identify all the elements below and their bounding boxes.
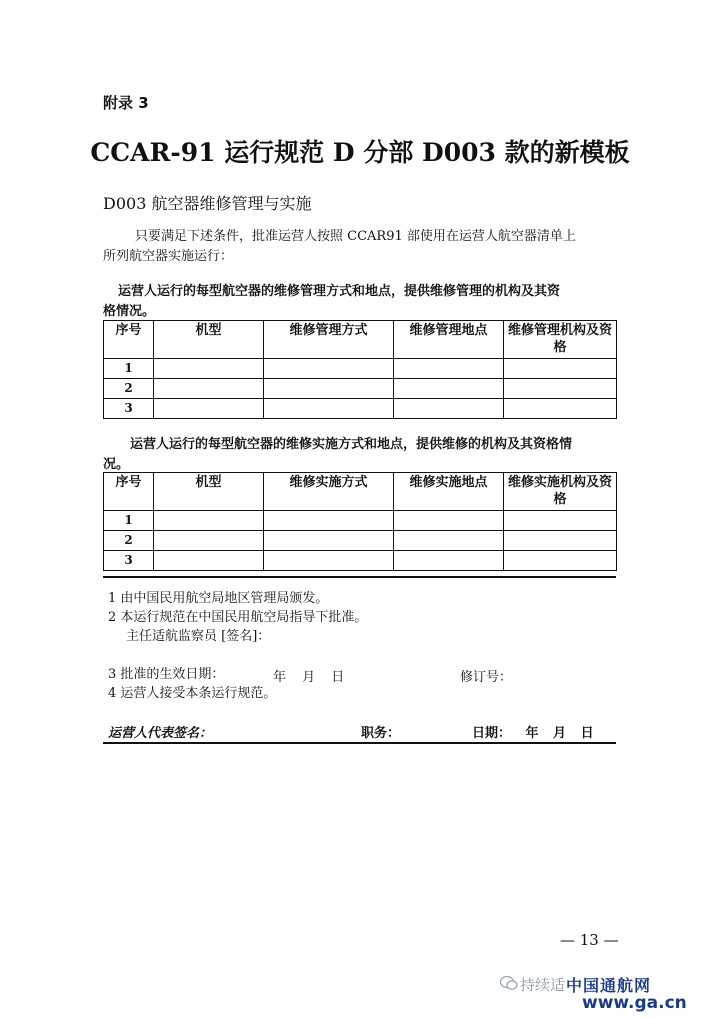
table-row [104, 399, 617, 419]
table-header-row [104, 321, 617, 359]
intro-line-1: 只要满足下述条件，批准运营人按照 CCAR91 部使用在运营人航空器清单上 [135, 229, 576, 244]
col-header: 机型 [154, 321, 264, 359]
date-label: 日期： 年 月 日 [472, 726, 594, 741]
col-header: 维修管理地点 [394, 321, 504, 359]
implementation-table [103, 472, 617, 571]
table-row [104, 511, 617, 531]
col-header: 维修实施地点 [394, 473, 504, 511]
representative-signature-label: 运营人代表签名： [108, 726, 213, 741]
row-number: 1 [104, 511, 154, 531]
implementation-line-2: 况。 [103, 457, 130, 472]
col-header: 维修管理方式 [264, 321, 394, 359]
col-header: 维修实施方式 [264, 473, 394, 511]
table-header-row [104, 473, 617, 511]
note-4: 4 运营人接受本条运行规范。 [108, 686, 277, 701]
management-line-2: 格情况。 [103, 304, 156, 319]
col-header: 机型 [154, 473, 264, 511]
notes-divider [103, 576, 616, 578]
wechat-icon [500, 975, 518, 991]
inspector-signature-label: 主任适航监察员 [签名]： [126, 629, 271, 644]
col-header: 维修实施机构及资格 [504, 473, 617, 511]
note-1: 1 由中国民用航空局地区管理局颁发。 [108, 591, 329, 606]
revision-label: 修订号： [460, 670, 513, 685]
row-number: 2 [104, 531, 154, 551]
note-2: 2 本运行规范在中国民用航空局指导下批准。 [108, 610, 368, 625]
management-table [103, 320, 617, 419]
row-number: 1 [104, 359, 154, 379]
table-row [104, 531, 617, 551]
logo-text: 中国通航网 [566, 976, 652, 995]
col-header: 序号 [104, 473, 154, 511]
page-number: — 13 — [560, 931, 619, 949]
table-row [104, 551, 617, 571]
appendix-label: 附录 3 [103, 94, 149, 112]
watermark-text: 持续适 [520, 976, 566, 994]
col-header: 维修管理机构及资格 [504, 321, 617, 359]
implementation-line-1: 运营人运行的每型航空器的维修实施方式和地点，提供维修的机构及其资格情 [130, 437, 573, 452]
row-number: 3 [104, 399, 154, 419]
duty-label: 职务： [361, 726, 401, 741]
intro-line-2: 所列航空器实施运行： [103, 249, 234, 264]
row-number: 3 [104, 551, 154, 571]
effective-date: 年 月 日 [273, 670, 345, 685]
table-row [104, 379, 617, 399]
table-row [104, 359, 617, 379]
col-header: 序号 [104, 321, 154, 359]
signature-divider [103, 742, 616, 744]
section-heading: D003 航空器维修管理与实施 [103, 194, 312, 213]
note-3: 3 批准的生效日期： [108, 667, 225, 682]
logo-url: www.ga.cn [582, 993, 687, 1013]
page-title: CCAR-91 运行规范 D 分部 D003 款的新模板 [90, 138, 630, 167]
management-line-1: 运营人运行的每型航空器的维修管理方式和地点，提供维修管理的机构及其资 [118, 284, 561, 299]
row-number: 2 [104, 379, 154, 399]
